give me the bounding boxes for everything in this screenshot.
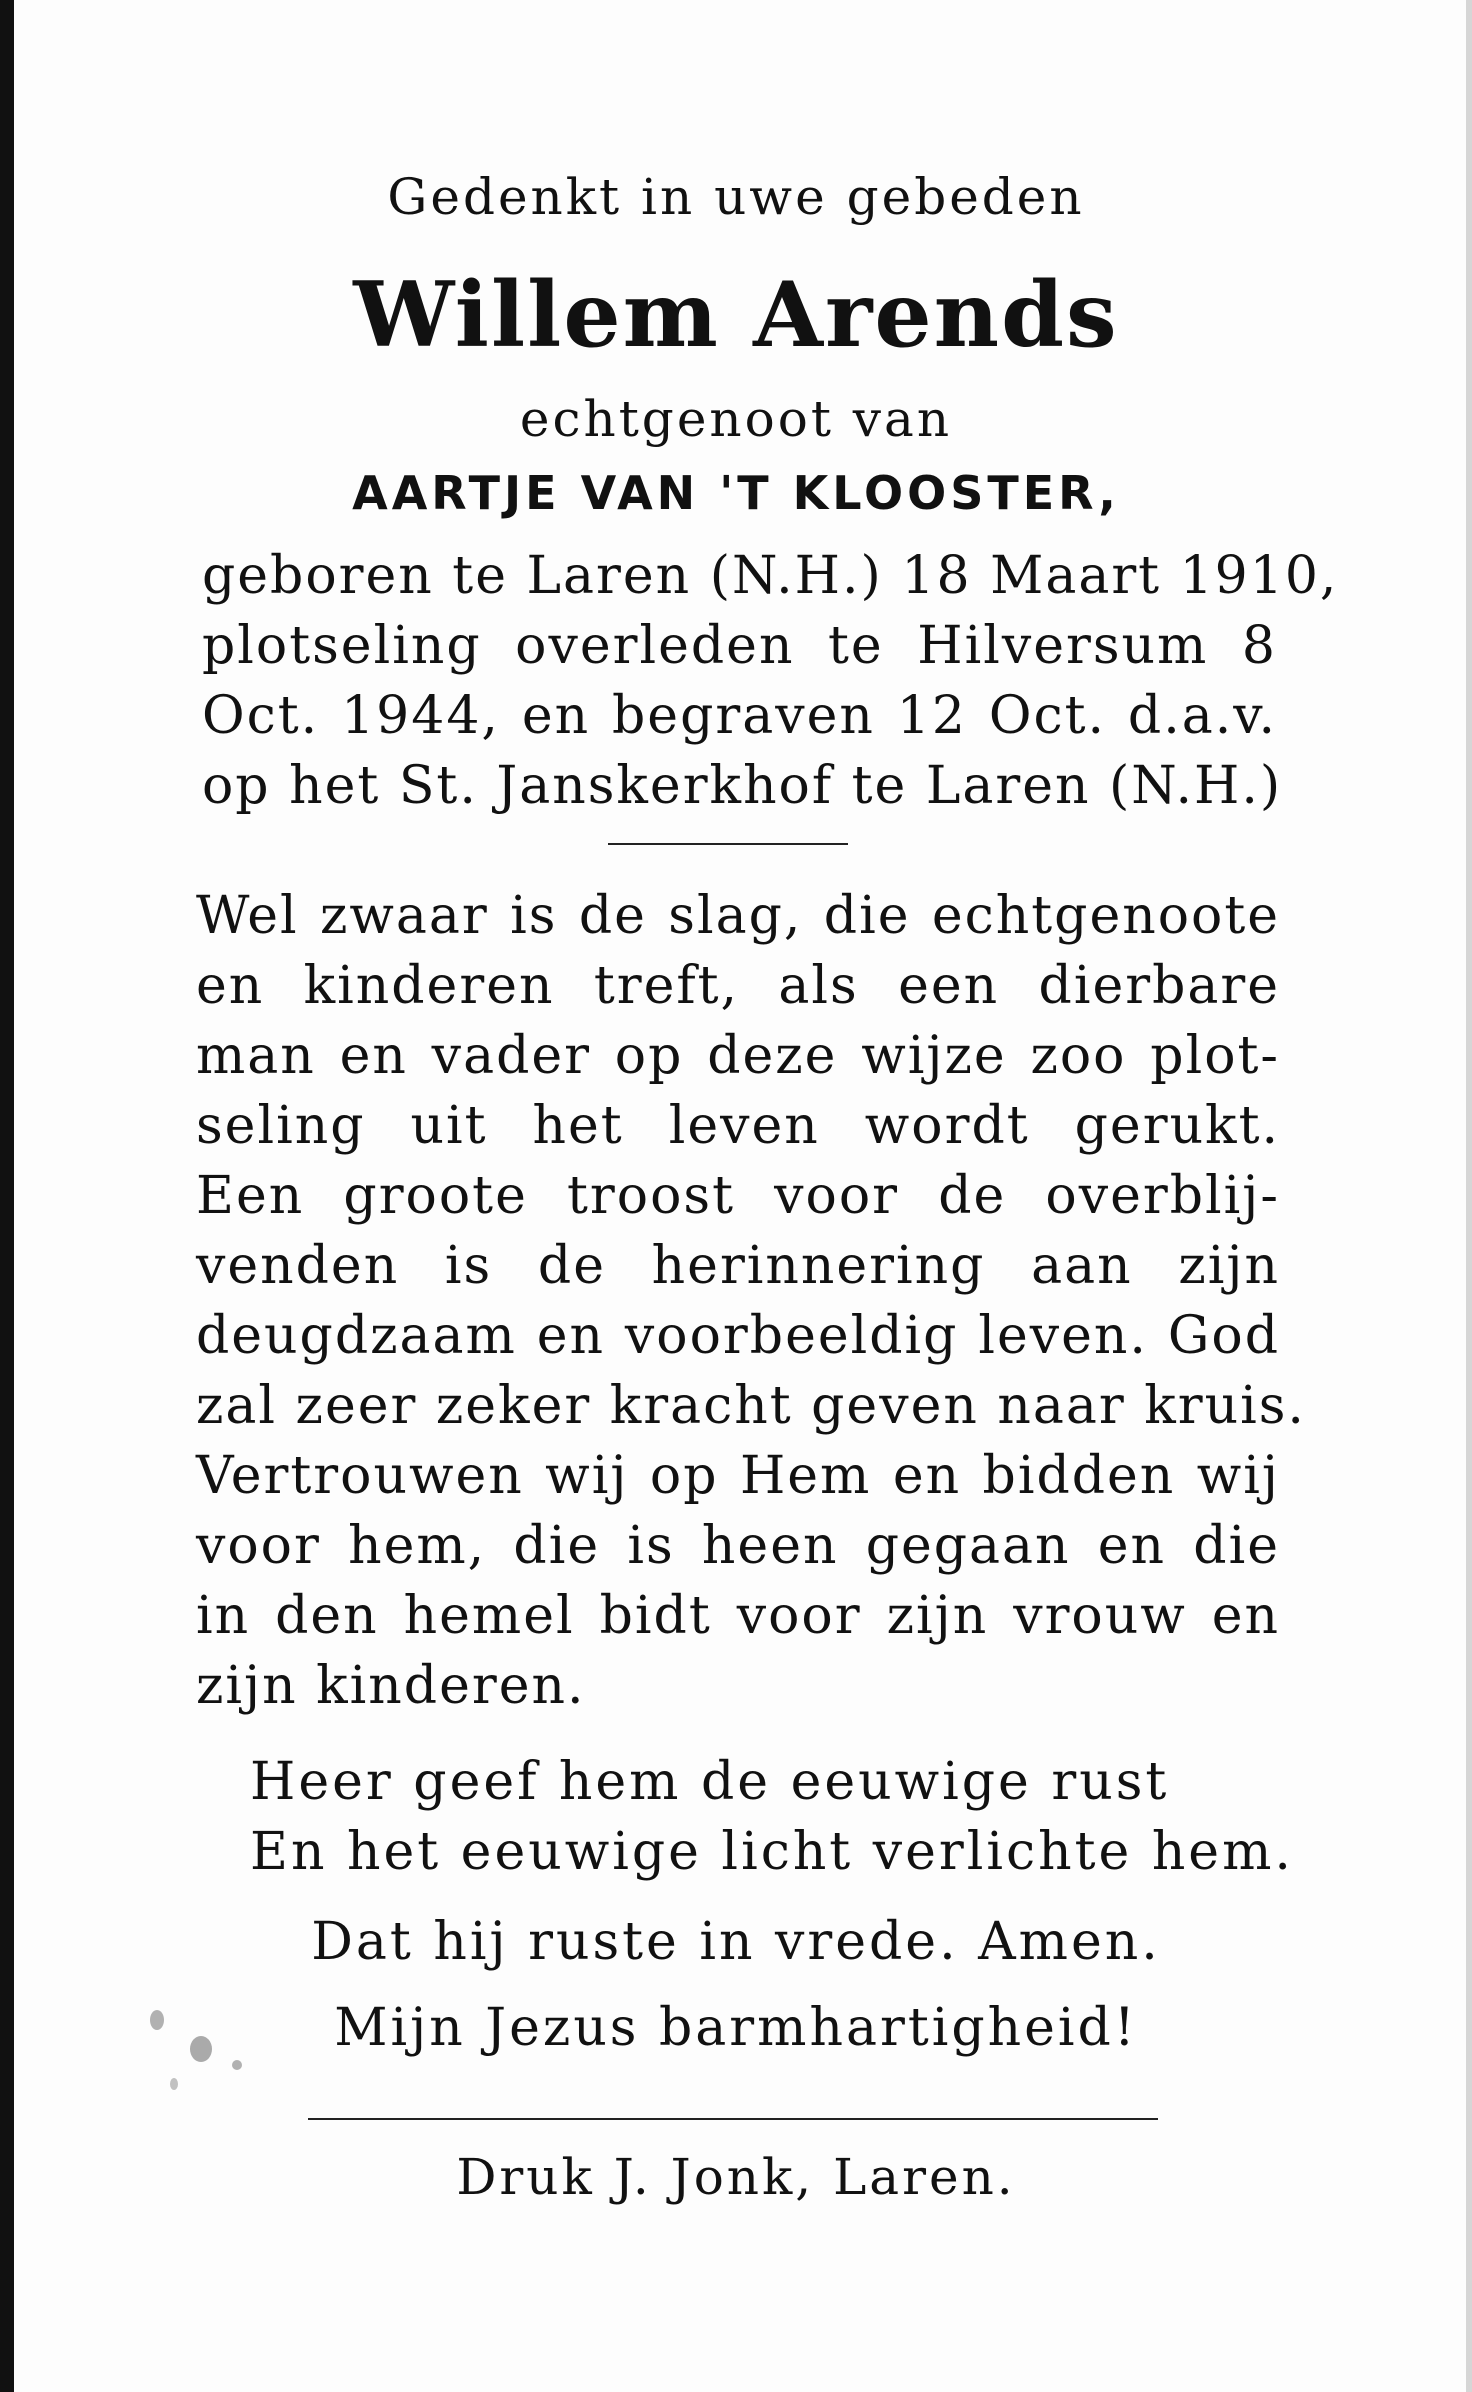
meditation-line: en kinderen treft, als een dierbare	[196, 956, 1280, 1016]
print-speck	[150, 2010, 164, 2030]
biography-line: geboren te Laren (N.H.) 18 Maart 1910,	[202, 546, 1339, 606]
biography-line: plotseling overleden te Hilversum 8	[202, 616, 1277, 676]
printer-credit: Druk J. Jonk, Laren.	[456, 2148, 1016, 2206]
biography-line: Oct. 1944, en begraven 12 Oct. d.a.v.	[202, 686, 1277, 746]
footer-divider	[308, 2118, 1158, 2120]
prayer-line: Dat hij ruste in vrede. Amen.	[311, 1912, 1161, 1972]
spouse-name: AARTJE VAN 'T KLOOSTER,	[352, 466, 1120, 520]
deceased-name: Willem Arends	[353, 262, 1119, 368]
meditation-line: zal zeer zeker kracht geven naar kruis.	[196, 1376, 1306, 1436]
prayer-line: En het eeuwige licht verlichte hem.	[250, 1822, 1294, 1882]
intro-text: Gedenkt in uwe gebeden	[387, 168, 1085, 226]
print-speck	[170, 2078, 178, 2090]
meditation-line: Vertrouwen wij op Hem en bidden wij	[196, 1446, 1280, 1506]
meditation-line: Een groote troost voor de overblij-	[196, 1166, 1280, 1226]
meditation-line: deugdzaam en voorbeeldig leven. God	[196, 1306, 1280, 1366]
prayer-line: Heer geef hem de eeuwige rust	[250, 1752, 1170, 1812]
meditation-line: seling uit het leven wordt gerukt.	[196, 1096, 1280, 1156]
print-speck	[190, 2036, 212, 2062]
meditation-line: man en vader op deze wijze zoo plot-	[196, 1026, 1280, 1086]
meditation-line: voor hem, die is heen gegaan en die	[196, 1516, 1280, 1576]
prayer-line: Mijn Jezus barmhartigheid!	[334, 1998, 1138, 2058]
print-speck	[232, 2060, 242, 2070]
section-divider	[608, 843, 848, 845]
meditation-line: venden is de herinnering aan zijn	[196, 1236, 1280, 1296]
meditation-line: in den hemel bidt voor zijn vrouw en	[196, 1586, 1280, 1646]
biography-line: op het St. Janskerkhof te Laren (N.H.)	[202, 756, 1283, 816]
spouse-label: echtgenoot van	[519, 390, 953, 448]
meditation-line: Wel zwaar is de slag, die echtgenoote	[196, 886, 1280, 946]
meditation-line: zijn kinderen.	[196, 1656, 586, 1716]
